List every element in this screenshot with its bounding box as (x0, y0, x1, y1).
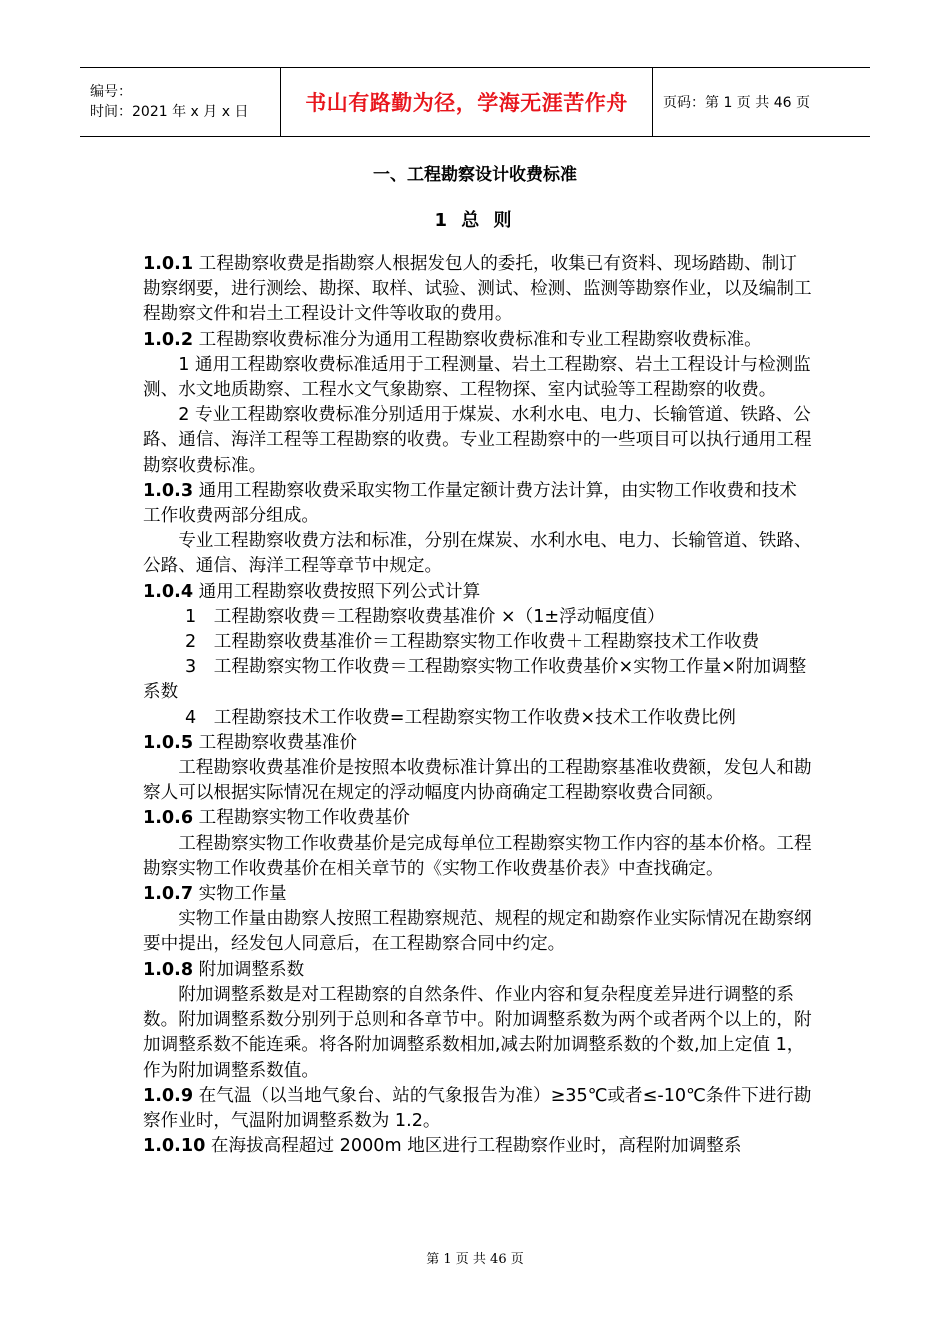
clause-1-0-3 (143, 479, 813, 529)
clause-1-0-8 (143, 958, 813, 983)
paragraph: 专业工程勘察收费方法和标准，分别在煤炭、水利水电、电力、长输管道、铁路、公路、通信、海洋工程等章节中规定。 (143, 531, 812, 577)
clause-1-0-2 (143, 328, 813, 353)
clause-number: 1.0.2 (143, 329, 194, 350)
clause-1-0-1 (143, 252, 813, 328)
clause-1-0-6 (143, 806, 813, 831)
page-footer: 第 1 页 共 46 页 (426, 1252, 524, 1267)
header-meta-cell (80, 68, 281, 136)
clause-text: 工程勘察收费基准价 (193, 732, 358, 753)
clause-number: 1.0.8 (143, 959, 194, 980)
document-title: 一、工程勘察设计收费标准 (373, 165, 577, 185)
clause-1-0-7 (143, 882, 813, 907)
clause-text: 工程勘察收费是指勘察人根据发包人的委托，收集已有资料、现场踏勘、制订勘察纲要，进行测绘、勘探、取样、试验、测试、检测、监测等勘察作业，以及编制工程勘察文件和岩土工程设计文件等收取的费用。 (143, 254, 812, 325)
clause-text: 在气温（以当地气象台、站的气象报告为准）≥35℃或者≤-10℃条件下进行勘察作业时，气温附加调整系数为 1.2。 (143, 1085, 812, 1131)
section-title: 1 总 则 (434, 210, 516, 231)
time-label: 时间：2021 年 x 月 x 日 (90, 104, 249, 120)
clause-number: 1.0.6 (143, 808, 194, 829)
clause-text: 工程勘察收费标准分为通用工程勘察收费标准和专业工程勘察收费标准。 (193, 329, 762, 350)
clause-number: 1.0.7 (143, 884, 194, 905)
header-motto-cell (281, 68, 653, 136)
paragraph: 实物工作量由勘察人按照工程勘察规范、规程的规定和勘察作业实际情况在勘察纲要中提出，经发包人同意后，在工程勘察合同中约定。 (143, 909, 812, 955)
clause-text: 附加调整系数 (193, 959, 305, 980)
page-label: 页码：第 1 页 共 46 页 (663, 95, 810, 111)
clause-number: 1.0.1 (143, 254, 194, 274)
paragraph: 工程勘察实物工作收费基价是完成每单位工程勘察实物工作内容的基本价格。工程勘察实物工作收费基价在相关章节的《实物工作收费基价表》中查找确定。 (143, 833, 812, 879)
paragraph: 1 通用工程勘察收费标准适用于工程测量、岩土工程勘察、岩土工程设计与检测监测、水文地质勘察、工程水文气象勘察、工程物探、室内试验等工程勘察的收费。 (143, 354, 811, 401)
clause-number: 1.0.10 (143, 1136, 206, 1157)
formula-3: 3 工程勘察实物工作收费＝工程勘察实物工作收费基价×实物工作量×附加调整系数 (143, 657, 807, 703)
clause-text: 通用工程勘察收费采取实物工作量定额计费方法计算，由实物工作收费和技术工作收费两部分组成。 (143, 480, 797, 527)
document-body (143, 252, 813, 1159)
clause-1-0-9 (143, 1084, 813, 1134)
motto: 书山有路勤为径，学海无涯苦作舟 (305, 91, 628, 115)
code-label: 编号： (90, 84, 132, 100)
clause-1-0-10 (143, 1134, 813, 1159)
clause-number: 1.0.5 (143, 732, 194, 753)
paragraph: 2 专业工程勘察收费标准分别适用于煤炭、水利水电、电力、长输管道、铁路、公路、通信、海洋工程等工程勘察的收费。专业工程勘察中的一些项目可以执行通用工程勘察收费标准。 (143, 405, 812, 476)
clause-number: 1.0.3 (143, 480, 194, 501)
formula-4: 4 工程勘察技术工作收费=工程勘察实物工作收费×技术工作收费比例 (185, 707, 736, 728)
clause-text: 实物工作量 (193, 884, 287, 905)
clause-1-0-5 (143, 731, 813, 756)
formula-1: 1 工程勘察收费＝工程勘察收费基准价 ×（1±浮动幅度值） (185, 606, 665, 627)
clause-number: 1.0.4 (143, 581, 194, 602)
paragraph: 附加调整系数是对工程勘察的自然条件、作业内容和复杂程度差异进行调整的系数。附加调整系数分别列于总则和各章节中。附加调整系数为两个或者两个以上的，附加调整系数不能连乘。将各附加调整系数相加,减去附加调整系数的个数,加上定值 1，作为附加调整系数值。 (143, 984, 812, 1081)
formula-2: 2 工程勘察收费基准价＝工程勘察实物工作收费＋工程勘察技术工作收费 (185, 632, 760, 653)
document-header (80, 67, 870, 137)
paragraph: 工程勘察收费基准价是按照本收费标准计算出的工程勘察基准收费额，发包人和勘察人可以根据实际情况在规定的浮动幅度内协商确定工程勘察收费合同额。 (143, 758, 812, 804)
header-page-cell (653, 68, 870, 136)
clause-number: 1.0.9 (143, 1085, 194, 1106)
clause-1-0-4 (143, 580, 813, 605)
clause-text: 在海拔高程超过 2000m 地区进行工程勘察作业时，高程附加调整系 (205, 1136, 742, 1157)
clause-text: 通用工程勘察收费按照下列公式计算 (193, 581, 481, 602)
clause-text: 工程勘察实物工作收费基价 (193, 808, 410, 829)
